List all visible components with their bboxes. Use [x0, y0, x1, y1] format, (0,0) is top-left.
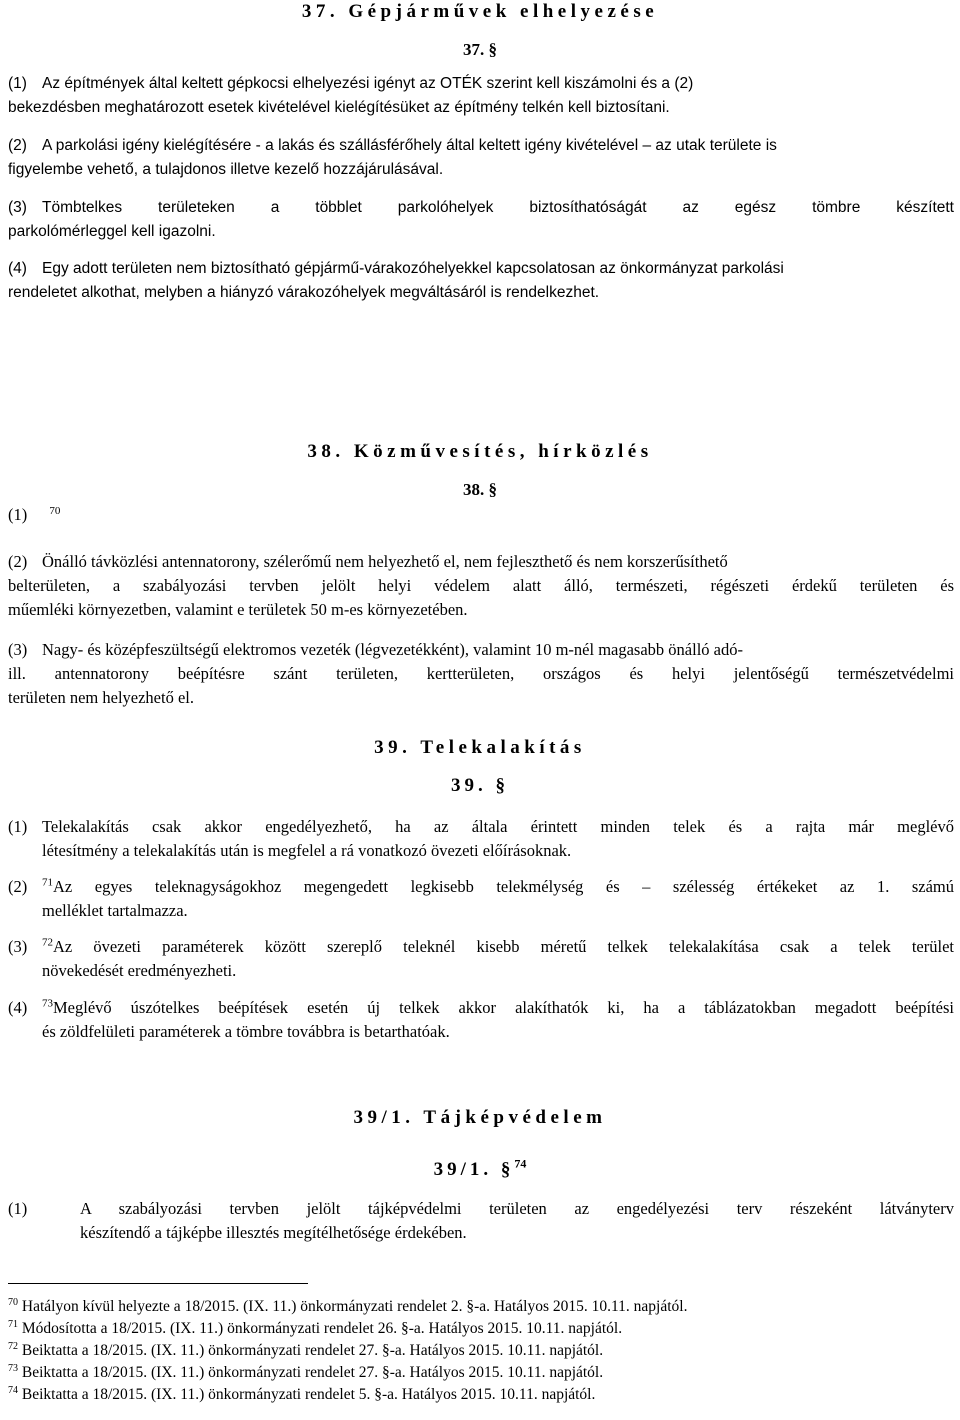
sec39-1-paragraph-1	[8, 1197, 954, 1245]
footnote-ref: 71	[42, 876, 53, 889]
section-39-heading: 39. Telekalakítás	[374, 737, 586, 758]
sec38-paragraph-1	[8, 503, 954, 527]
paragraph-line: A parkolási igény kielégítésére - a lakás és szállásférőhely által keltett igény kivételével – az utak területe is	[42, 137, 777, 154]
footnote	[8, 1318, 954, 1340]
paragraph-number: (1)	[8, 505, 28, 524]
footnote-number: 70	[8, 1296, 18, 1308]
paragraph-number: (3)	[8, 199, 27, 216]
paragraph-line: ill. antennatorony beépítésre szánt területen, kertterületen, országos és helyi jelentőségű természetvédelmi	[8, 664, 954, 683]
paragraph-line: Nagy- és középfeszültségű elektromos vezeték (légvezetékként), valamint 10 m-nél magasabb önálló adó-	[42, 640, 743, 659]
paragraph-number: (4)	[8, 998, 28, 1017]
sec39-paragraph-4	[8, 996, 954, 1044]
sec37-paragraph-2	[8, 134, 954, 182]
section-39-1-heading: 39/1. Tájképvédelem	[353, 1107, 607, 1128]
footnote-text: Hatályon kívül helyezte a 18/2015. (IX. 11.) önkormányzati rendelet 2. §-a. Hatályos 2015. 10.11. napjától.	[21, 1298, 688, 1315]
paragraph-number: (3)	[8, 640, 28, 659]
paragraph-line: Az építmények által keltett gépkocsi elhelyezési igényt az OTÉK szerint kell kiszámolni és a (2)	[42, 75, 694, 92]
footnote-text: Beiktatta a 18/2015. (IX. 11.) önkormányzati rendelet 27. §-a. Hatályos 2015. 10.11. napjától.	[21, 1364, 604, 1381]
paragraph-number: (1)	[8, 1199, 28, 1218]
section-39-1-number	[0, 1158, 960, 1182]
section-39-number: 39. §	[451, 775, 509, 796]
section-37-heading: 37. Gépjárművek elhelyezése	[301, 1, 659, 22]
paragraph-line: készítendő a tájképbe illesztés megítélhetősége érdekében.	[80, 1223, 467, 1242]
paragraph-line: Egy adott területen nem biztosítható gépjármű-várakozóhelyekkel kapcsolatosan az önkormányzat parkolási	[42, 260, 784, 277]
sec37-paragraph-4	[8, 257, 954, 305]
footnote	[8, 1340, 954, 1362]
paragraph-line: melléklet tartalmazza.	[42, 901, 188, 920]
footnote-ref: 73	[42, 997, 53, 1010]
footnotes	[8, 1296, 954, 1406]
footnote-text: Beiktatta a 18/2015. (IX. 11.) önkormányzati rendelet 5. §-a. Hatályos 2015. 10.11. napjától.	[21, 1386, 596, 1403]
paragraph-line: rendeletet alkothat, melyben a hiányzó várakozóhelyek megváltásáról is rendelkezhet.	[8, 284, 600, 301]
paragraph-line: Az egyes teleknagyságokhoz megengedett legkisebb telekmélység és – szélesség értékeket az 1. számú	[53, 877, 954, 896]
section-38-number: 38. §	[463, 480, 497, 499]
paragraph-line: Önálló távközlési antennatorony, szélerőmű nem helyezhető el, nem fejleszthető és nem korszerűsíthető	[42, 552, 728, 571]
sec38-paragraph-3	[8, 638, 954, 710]
paragraph-line: létesítmény a telekalakítás után is megfelel a rá vonatkozó övezeti előírásoknak.	[42, 841, 572, 860]
paragraph-line: parkolómérleggel kell igazolni.	[8, 223, 216, 240]
paragraph-number: (4)	[8, 260, 27, 277]
footnote	[8, 1362, 954, 1384]
paragraph-line: bekezdésben meghatározott esetek kivételével kielégítésüket az építmény telkén kell biztosítani.	[8, 99, 670, 116]
paragraph-line: belterületen, a szabályozási tervben jelölt helyi védelem alatt álló, természeti, régészeti érdekű területen és	[8, 576, 954, 595]
paragraph-number: (1)	[8, 75, 27, 92]
paragraph-line: Az övezeti paraméterek között szereplő teleknél kisebb méretű telkek telekalakítása csak a telek terület	[53, 937, 954, 956]
sec39-paragraph-2	[8, 875, 954, 923]
paragraph-line: A szabályozási tervben jelölt tájképvédelmi területen az engedélyezési terv részeként látványterv	[80, 1199, 954, 1218]
paragraph-line: növekedését eredményezheti.	[42, 961, 237, 980]
footnote-text: Módosította a 18/2015. (IX. 11.) önkormányzati rendelet 26. §-a. Hatályos 2015. 10.11. napjától.	[21, 1320, 623, 1337]
paragraph-number: (2)	[8, 552, 28, 571]
footnote-ref: 74	[514, 1156, 527, 1171]
footnote-number: 72	[8, 1340, 18, 1352]
footnote	[8, 1296, 954, 1318]
paragraph-line: Meglévő úszótelkes beépítések esetén új telkek akkor alakíthatók ki, ha a táblázatokban megadott beépítési	[53, 998, 954, 1017]
paragraph-line: területen nem helyezhető el.	[8, 688, 194, 707]
paragraph-line: Tömbtelkes területeken a többlet parkolóhelyek biztosíthatóságát az egész tömbre készített	[42, 199, 954, 216]
footnote-number: 74	[8, 1384, 18, 1396]
paragraph-line: Telekalakítás csak akkor engedélyezhető, ha az általa érintett minden telek és a rajta már meglévő	[42, 817, 954, 836]
footnote-ref: 72	[42, 936, 53, 949]
paragraph-line: és zöldfelületi paraméterek a tömbre továbbra is betarthatóak.	[42, 1022, 450, 1041]
sec37-paragraph-1	[8, 72, 954, 120]
sec39-paragraph-3	[8, 935, 954, 983]
paragraph-number: (2)	[8, 137, 27, 154]
sec38-paragraph-2	[8, 550, 954, 622]
paragraph-line: figyelembe vehető, a tulajdonos illetve kezelő hozzájárulásával.	[8, 161, 444, 178]
sec39-paragraph-1	[8, 815, 954, 863]
footnote-number: 71	[8, 1318, 18, 1330]
footnote-number: 73	[8, 1362, 18, 1374]
section-37-number: 37. §	[463, 40, 497, 59]
footnote-text: Beiktatta a 18/2015. (IX. 11.) önkormányzati rendelet 27. §-a. Hatályos 2015. 10.11. napjától.	[21, 1342, 604, 1359]
footnote-separator	[8, 1283, 308, 1284]
paragraph-line: műemléki környezetben, valamint e területek 50 m-es környezetében.	[8, 600, 468, 619]
paragraph-number: (3)	[8, 937, 28, 956]
sec37-paragraph-3	[8, 196, 954, 244]
paragraph-number: (1)	[8, 817, 28, 836]
footnote-ref: 70	[49, 504, 61, 517]
footnote	[8, 1384, 954, 1406]
section-number-text: 39/1. §	[433, 1159, 515, 1180]
section-38-heading: 38. Közművesítés, hírközlés	[307, 441, 653, 462]
paragraph-number: (2)	[8, 877, 28, 896]
